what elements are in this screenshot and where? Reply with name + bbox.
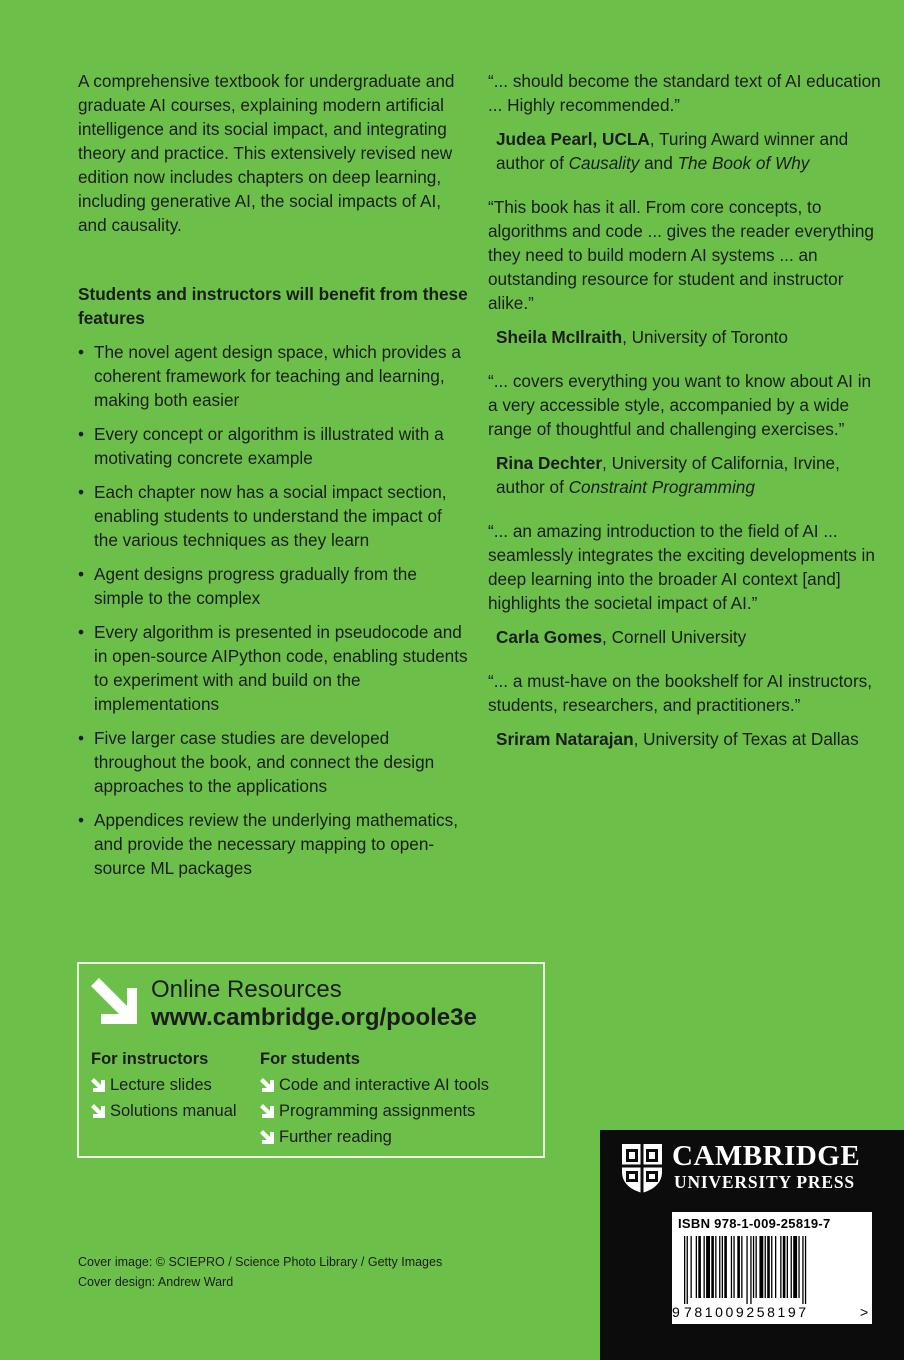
- barcode-bar: [733, 1236, 734, 1298]
- endorser-name: Carla Gomes: [496, 627, 603, 647]
- barcode-bar: [691, 1236, 692, 1298]
- quote-text: “... covers everything you want to know about AI in a very accessible style, accompanied by a wide range of thoughtful and challenging exercises.”: [488, 371, 872, 439]
- resources-title: Online Resources: [151, 976, 342, 1003]
- book-title: Causality: [568, 153, 640, 173]
- quote-text: “... should become the standard text of AI education ... Highly recommended.”: [488, 71, 881, 115]
- barcode-bar: [715, 1236, 716, 1298]
- book-title: The Book of Why: [677, 153, 810, 173]
- barcode-bar: [687, 1236, 688, 1304]
- endorser-name: Sriram Natarajan: [496, 729, 634, 749]
- barcode-bar: [780, 1236, 781, 1298]
- book-title: Constraint Programming: [568, 477, 755, 497]
- features-list: [78, 340, 468, 890]
- student-resources: [260, 1046, 489, 1150]
- barcode-bar: [765, 1236, 766, 1298]
- feature-item: • Agent designs progress gradually from the simple to the complex: [78, 564, 417, 608]
- quote-attribution: Sheila McIlraith, University of Toronto: [496, 327, 788, 347]
- barcode-bar: [746, 1236, 747, 1304]
- endorsement-quote: [488, 669, 883, 751]
- students-heading: For students: [260, 1050, 360, 1068]
- quote-text: “... an amazing introduction to the field of AI ... seamlessly integrates the exciting developments in deep learning into the broader AI context [and] highlights the societal impact of AI.”: [488, 521, 875, 613]
- barcode-bar: [767, 1236, 770, 1298]
- resource-item: Further reading: [260, 1124, 489, 1150]
- barcode-bar: [771, 1236, 772, 1298]
- barcode-bar: [724, 1236, 727, 1298]
- barcode-bar: [805, 1236, 806, 1304]
- barcode-bar: [753, 1236, 754, 1298]
- arrow-down-right-icon: [89, 976, 141, 1028]
- bullet-icon: •: [78, 564, 85, 584]
- cover-image-credit: Cover image: © SCIEPRO / Science Photo Library / Getty Images: [78, 1255, 443, 1269]
- bullet-icon: •: [78, 622, 85, 642]
- feature-item: • Appendices review the underlying mathematics, and provide the necessary mapping to open-source ML packages: [78, 810, 458, 878]
- endorsement-quote: [488, 369, 883, 499]
- endorsements: [488, 69, 883, 771]
- instructors-heading: For instructors: [91, 1050, 209, 1068]
- barcode-bar: [787, 1236, 788, 1298]
- feature-item: • Five larger case studies are developed throughout the book, and connect the design approaches to the applications: [78, 728, 435, 796]
- bullet-icon: •: [78, 482, 85, 502]
- quote-text: “This book has it all. From core concepts, to algorithms and code ... gives the reader everything they need to build modern AI systems ... an outstanding resource for student and instructor alike.”: [488, 197, 874, 313]
- barcode-bar: [775, 1236, 776, 1298]
- publisher-subtitle: UNIVERSITY PRESS: [674, 1172, 855, 1192]
- barcode-bar: [706, 1236, 710, 1298]
- resource-item: Programming assignments: [260, 1098, 489, 1124]
- barcode-bars-icon: [682, 1236, 862, 1306]
- arrow-down-right-icon: [260, 1130, 274, 1144]
- instructor-resources: [91, 1046, 237, 1124]
- quote-attribution: Rina Dechter, University of California, Irvine, author of Constraint Programming: [496, 453, 840, 497]
- barcode-bar: [704, 1236, 705, 1298]
- barcode-bar: [741, 1236, 742, 1298]
- barcode-bar: [791, 1236, 792, 1298]
- barcode-bar: [802, 1236, 803, 1304]
- arrow-down-right-icon: [260, 1104, 274, 1118]
- barcode-bar: [698, 1236, 701, 1298]
- endorsement-quote: [488, 519, 883, 649]
- barcode-bar: [696, 1236, 697, 1298]
- resource-item: Code and interactive AI tools: [260, 1072, 489, 1098]
- bullet-icon: •: [78, 728, 85, 748]
- cambridge-crest-icon: [620, 1142, 664, 1194]
- endorsement-quote: [488, 69, 883, 175]
- bullet-icon: •: [78, 424, 85, 444]
- feature-item: • Every concept or algorithm is illustrated with a motivating concrete example: [78, 424, 444, 468]
- endorsement-quote: [488, 195, 883, 349]
- book-description: [78, 69, 468, 237]
- isbn-label: ISBN 978-1-009-25819-7: [678, 1216, 831, 1231]
- barcode-bar: [737, 1236, 740, 1298]
- quote-attribution: Judea Pearl, UCLA, Turing Award winner and author of Causality and The Book of Why: [496, 129, 849, 173]
- online-resources-box: [77, 962, 545, 1158]
- cover-credits: [78, 1252, 442, 1292]
- bullet-icon: •: [78, 810, 85, 830]
- barcode-bar: [759, 1236, 763, 1298]
- barcode-bar: [711, 1236, 714, 1298]
- description-text: A comprehensive textbook for undergraduate and graduate AI courses, explaining modern artificial intelligence and its social impact, and integrating theory and practice. This extensively revised new edition now includes chapters on deep learning, including generative AI, the social impacts of AI, and causality.: [78, 71, 455, 235]
- barcode-bar: [750, 1236, 751, 1304]
- barcode-bar: [731, 1236, 732, 1298]
- isbn-barcode: [672, 1212, 872, 1324]
- publisher-name: CAMBRIDGE: [672, 1140, 861, 1172]
- feature-item: • Every algorithm is presented in pseudocode and in open-source AIPython code, enabling students to experiment with and build on the implementations: [78, 622, 468, 714]
- arrow-down-right-icon: [91, 1104, 105, 1118]
- barcode-bar: [793, 1236, 797, 1298]
- barcode-lead-digit: 9: [672, 1304, 683, 1320]
- feature-item: • Each chapter now has a social impact section, enabling students to understand the impact of the various techniques as they learn: [78, 482, 447, 550]
- cover-design-credit: Cover design: Andrew Ward: [78, 1275, 234, 1289]
- barcode-bar: [783, 1236, 786, 1298]
- barcode-bar: [722, 1236, 723, 1298]
- resources-url[interactable]: www.cambridge.org/poole3e: [151, 1004, 477, 1031]
- quote-text: “... a must-have on the bookshelf for AI instructors, students, researchers, and practitioners.”: [488, 671, 873, 715]
- endorser-name: Judea Pearl, UCLA: [496, 129, 650, 149]
- endorser-name: Rina Dechter: [496, 453, 603, 473]
- quote-attribution: Sriram Natarajan, University of Texas at Dallas: [496, 729, 859, 749]
- feature-item: • The novel agent design space, which provides a coherent framework for teaching and learning, making both easier: [78, 342, 461, 410]
- barcode-end-mark: >: [860, 1304, 871, 1320]
- resource-item: Lecture slides: [91, 1072, 237, 1098]
- barcode-bar: [719, 1236, 720, 1298]
- quote-attribution: Carla Gomes, Cornell University: [496, 627, 747, 647]
- arrow-down-right-icon: [260, 1078, 274, 1092]
- barcode-number: 781009258197: [684, 1304, 809, 1320]
- bullet-icon: •: [78, 342, 85, 362]
- endorser-name: Sheila McIlraith: [496, 327, 623, 347]
- barcode-bar: [798, 1236, 799, 1298]
- barcode-bar: [684, 1236, 685, 1304]
- arrow-down-right-icon: [91, 1078, 105, 1092]
- features-heading: Students and instructors will benefit from these features: [78, 284, 468, 328]
- barcode-bar: [756, 1236, 757, 1298]
- resource-item: Solutions manual: [91, 1098, 237, 1124]
